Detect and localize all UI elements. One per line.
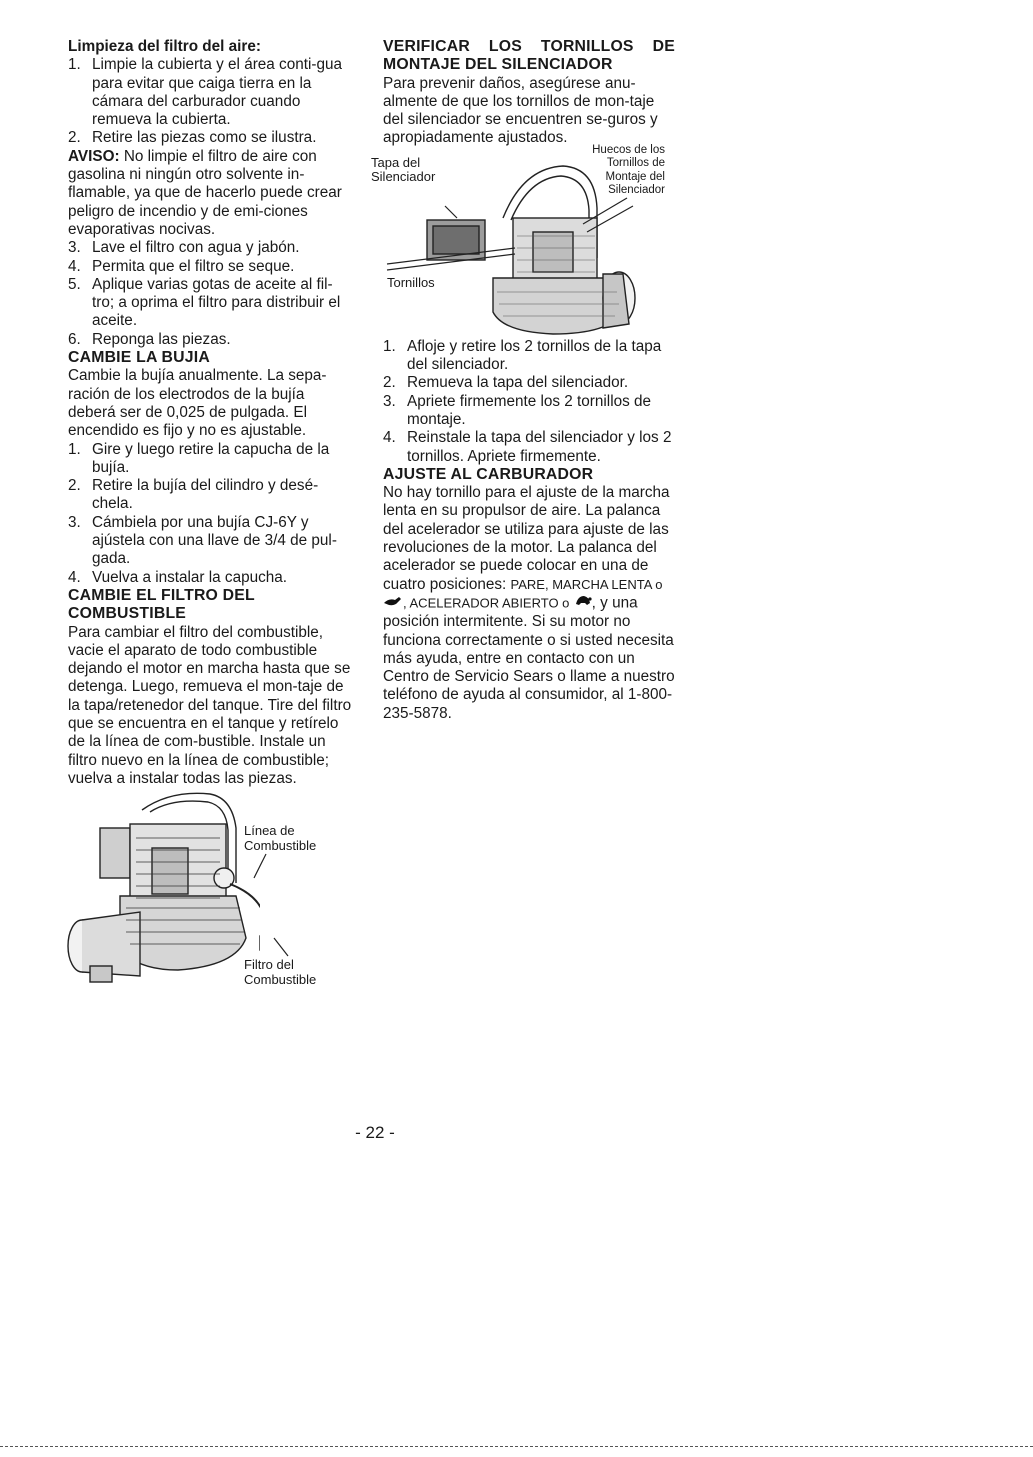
notice-paragraph [68, 148, 354, 239]
list-item: 6. Reponga las piezas. [68, 330, 231, 348]
fuel-line-pointer [250, 852, 270, 882]
list-item: 1. Limpie la cubierta y el área conti-gua para evitar que caiga tierra en la cámara del carburador cuando remueva la cubierta. [68, 56, 342, 129]
air-filter-steps [68, 56, 354, 147]
page-number: - 22 - [355, 1123, 395, 1142]
fuel-line-label: Línea de Combustible [244, 823, 317, 853]
list-item: 3. Cámbiela por una bujía CJ-6Y y ajústela con una llave de 3/4 de pul-gada. [68, 513, 337, 568]
spark-plug-title: CAMBIE LA BUJIA [68, 349, 210, 367]
blower-fuel-line-illustration [60, 788, 260, 993]
spark-plug-text: Cambie la bujía anualmente. La sepa-ración de los electrodos de la bujía deberá ser de 0,025 de pulgada. El encendido es fijo y no es ajustable. [68, 367, 327, 440]
fuel-filter-text: Para cambiar el filtro del combustible, vacie el aparato de todo combustible dejando el motor en marcha hasta que se detenga. Luego, remueva el mon-taje de la tapa/retenedor del tanque. Tire del filtro que se encuentra en el tanque y retírelo de la línea de com-bustible. Instale un filtro nuevo en la línea de combustible; vuelva a instalar todas las piezas. [68, 623, 352, 787]
carburetor-title: AJUSTE AL CARBURADOR [383, 465, 594, 483]
carburetor-text: No hay tornillo para el ajuste de la marcha lenta en su propulsor de aire. La palanca del acelerador se utiliza para ajuste de las revoluciones de la motor. La palanca del acelerador se puede colocar en una de cuatro posiciones: PARE, MARCHA LENTA o , ACELERADOR ABIERTO o , y una posición intermitente. Si su motor no funciona correctamente o si usted necesita más ayuda, entre en contacto con un Centro de Servicio Sears o llame a nuestro teléfono de ayuda al consumidor, al 1-800-235-5878. [383, 484, 675, 722]
air-filter-title: Limpieza del filtro del aire: [68, 38, 261, 55]
notice-label: AVISO: [68, 147, 120, 165]
list-item: 4. Permita que el filtro se seque. [68, 257, 295, 275]
right-column [371, 38, 675, 723]
mounting-holes-label: Huecos de los Tornillos de Montaje del Silenciador [592, 143, 665, 197]
list-item: 5. Aplique varias gotas de aceite al fil-tro; a oprima el filtro para distribuir el aceite. [68, 275, 341, 330]
spark-plug-steps [68, 441, 354, 587]
screws-label: Tornillos [387, 274, 435, 290]
list-item: 2. Remueva la tapa del silenciador. [383, 374, 629, 392]
muffler-figure [371, 143, 675, 338]
list-item: 3. Apriete firmemente los 2 tornillos de montaje. [383, 392, 652, 428]
list-item: 3. Lave el filtro con agua y jabón. [68, 239, 300, 257]
fuel-filter-label: Filtro del Combustible [244, 957, 317, 987]
list-item: 4. Vuelva a instalar la capucha. [68, 568, 288, 586]
list-item: 1. Gire y luego retire la capucha de la bujía. [68, 440, 330, 476]
turtle-icon [574, 594, 592, 613]
muffler-title-line-1: VERIFICAR LOS TORNILLOS DE [383, 38, 675, 55]
list-item: 4. Reinstale la tapa del silenciador y los 2 tornillos. Apriete firmemente. [383, 429, 672, 465]
fuel-filter-title-line-1: CAMBIE EL FILTRO DEL [68, 586, 255, 604]
notice-text: No limpie el filtro de aire con gasolina ni ningún otro solvente in-flamable, ya que de hacerlo puede crear peligro de incendio y de emi-ciones evaporativas nocivas. [68, 147, 342, 238]
hare-icon [383, 594, 403, 612]
air-filter-steps-continued [68, 239, 354, 349]
muffler-cap-label: Tapa del Silenciador [371, 154, 436, 185]
left-column [68, 38, 354, 993]
list-item: 2. Retire la bujía del cilindro y desé-chela. [68, 477, 319, 513]
list-item: 2. Retire las piezas como se ilustra. [68, 129, 317, 147]
muffler-title-line-2: MONTAJE DEL SILENCIADOR [383, 56, 613, 74]
list-item: 1. Afloje y retire los 2 tornillos de la tapa del silenciador. [383, 337, 662, 374]
muffler-steps [383, 338, 675, 466]
fuel-filter-figure [60, 788, 346, 993]
muffler-text: Para prevenir daños, asegúrese anu-almente de que los tornillos de mon-taje del silenciador se encuentren se-guros y apropiadamente ajustados. [383, 74, 658, 147]
bottom-dashed-rule [0, 1446, 1033, 1447]
fuel-filter-title-line-2: COMBUSTIBLE [68, 605, 187, 623]
